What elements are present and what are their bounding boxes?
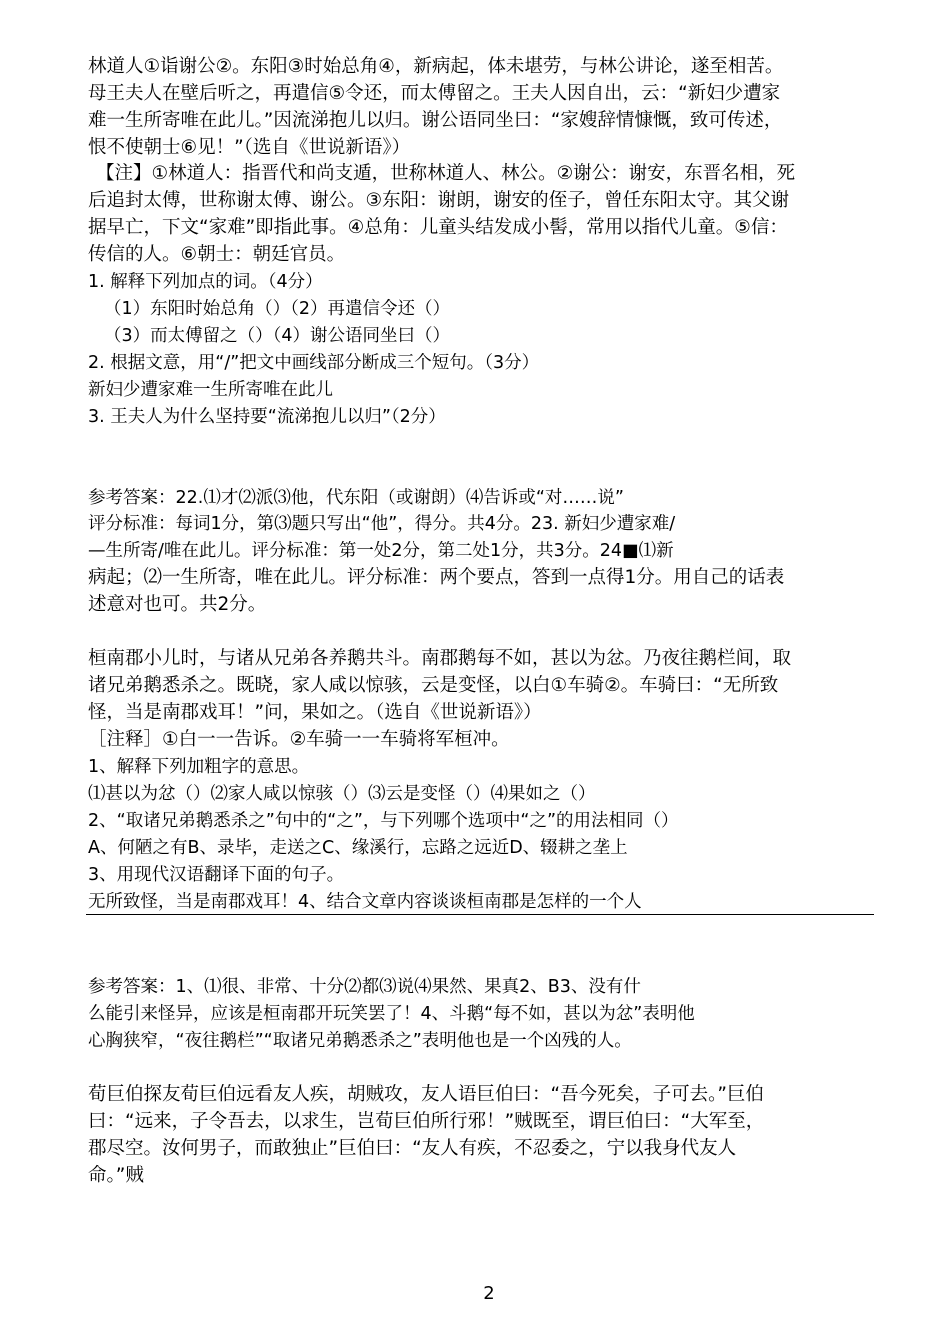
question-2-sentence: 新妇少遭家难一生所寄唯在此儿 xyxy=(88,380,333,400)
note-line-1: 【注】①林道人：指晋代和尚支遁，世称林道人、林公。②谢公：谢安，东晋名相，死 xyxy=(96,163,796,184)
passage2-line-1: 桓南郡小儿时，与诸从兄弟各养鹅共斗。南郡鹅每不如，甚以为忿。乃夜往鹅栏间，取 xyxy=(88,648,792,669)
section-divider xyxy=(86,914,874,915)
passage2-question-1: 1、解释下列加粗字的意思。 xyxy=(88,757,310,777)
passage3-line-1: 荀巨伯探友荀巨伯远看友人疾，胡贼攻，友人语巨伯曰：“吾今死矣，子可去。”巨伯 xyxy=(88,1084,764,1105)
answer1-line-1: 参考答案：22.⑴才⑵派⑶他，代东阳（或谢朗）⑷告诉或“对……说” xyxy=(88,488,624,508)
passage3-line-3: 郡尽空。汝何男子，而敢独止”巨伯曰：“友人有疾，不忍委之，宁以我身代友人 xyxy=(88,1138,737,1159)
note-line-4: 传信的人。⑥朝士：朝廷官员。 xyxy=(88,244,346,265)
answer1-line-5: 述意对也可。共2分。 xyxy=(88,594,267,615)
passage2-question-2-options: A、何陋之有B、录毕，走送之C、缘溪行，忘路之远近D、辍耕之垄上 xyxy=(88,838,628,858)
passage1-line-4: 恨不使朝士⑥见！”（选自《世说新语》） xyxy=(88,137,411,158)
page-number: 2 xyxy=(483,1283,495,1304)
answer1-line-3: —生所寄/唯在此儿。评分标准：第一处2分，第二处1分，共3分。24■⑴新 xyxy=(88,541,674,561)
question-3: 3. 王夫人为什么坚持要“流涕抱儿以归”（2分） xyxy=(88,407,446,427)
passage1-line-3: 难一生所寄唯在此儿。”因流涕抱儿以归。谢公语同坐曰：“家嫂辞情慷慨，致可传述， xyxy=(88,110,783,131)
answer1-line-4: 病起；⑵一生所寄，唯在此儿。评分标准：两个要点，答到一点得1分。用自己的话表 xyxy=(88,567,785,588)
passage2-line-3: 怪，当是南郡戏耳！”问，果如之。（选自《世说新语》） xyxy=(88,702,542,723)
question-1-items-b: （3）而太傅留之（）（4）谢公语同坐曰（） xyxy=(104,326,451,346)
passage2-note: ［注释］①白一一告诉。②车骑一一车骑将军桓冲。 xyxy=(88,729,510,750)
passage3-line-2: 曰：“远来，子令吾去，以求生，岂荀巨伯所行邪！”贼既至，谓巨伯曰：“大军至， xyxy=(88,1111,765,1132)
passage1-line-1: 林道人①诣谢公②。东阳③时始总角④，新病起，体未堪劳，与林公讲论，遂至相苦。 xyxy=(88,56,784,77)
note-line-3: 据早亡，下文“家难”即指此事。④总角：儿童头结发成小髻，常用以指代儿童。⑤信： xyxy=(88,217,788,238)
note-line-2: 后追封太傅，世称谢太傅、谢公。③东阳：谢朗，谢安的侄子，曾任东阳太守。其父谢 xyxy=(88,190,790,211)
question-1-items-a: （1）东阳时始总角（）（2）再遣信令还（） xyxy=(104,299,451,319)
question-1: 1. 解释下列加点的词。（4分） xyxy=(88,272,323,292)
passage2-question-1-items: ⑴甚以为忿（）⑵家人咸以惊骇（）⑶云是变怪（）⑷果如之（） xyxy=(88,784,596,804)
passage2-question-3: 3、用现代汉语翻译下面的句子。 xyxy=(88,865,345,885)
answer2-line-2: 么能引来怪异，应该是桓南郡开玩笑罢了！4、斗鹅“每不如，甚以为忿”表明他 xyxy=(88,1004,695,1024)
passage2-line-2: 诸兄弟鹅悉杀之。既晓，家人咸以惊骇，云是变怪，以白①车骑②。车骑曰：“无所致 xyxy=(88,675,779,696)
answer1-line-2: 评分标准：每词1分，第⑶题只写出“他”，得分。共4分。23. 新妇少遭家难/ xyxy=(88,514,676,534)
passage2-question-2: 2、“取诸兄弟鹅悉杀之”句中的“之”，与下列哪个选项中“之”的用法相同（） xyxy=(88,811,679,831)
answer2-line-3: 心胸狭窄，“夜往鹅栏”“取诸兄弟鹅悉杀之”表明他也是一个凶残的人。 xyxy=(88,1031,632,1051)
answer2-line-1: 参考答案：1、⑴很、非常、十分⑵都⑶说⑷果然、果真2、B3、没有什 xyxy=(88,977,641,997)
passage2-question-3-sentence: 无所致怪，当是南郡戏耳！4、结合文章内容谈谈桓南郡是怎样的一个人 xyxy=(88,892,642,912)
passage1-line-2: 母王夫人在壁后听之，再遣信⑤令还，而太傅留之。王夫人因自出，云：“新妇少遭家 xyxy=(88,83,781,104)
passage3-line-4: 命。”贼 xyxy=(88,1165,144,1186)
question-2: 2. 根据文意，用“/”把文中画线部分断成三个短句。（3分） xyxy=(88,353,540,373)
